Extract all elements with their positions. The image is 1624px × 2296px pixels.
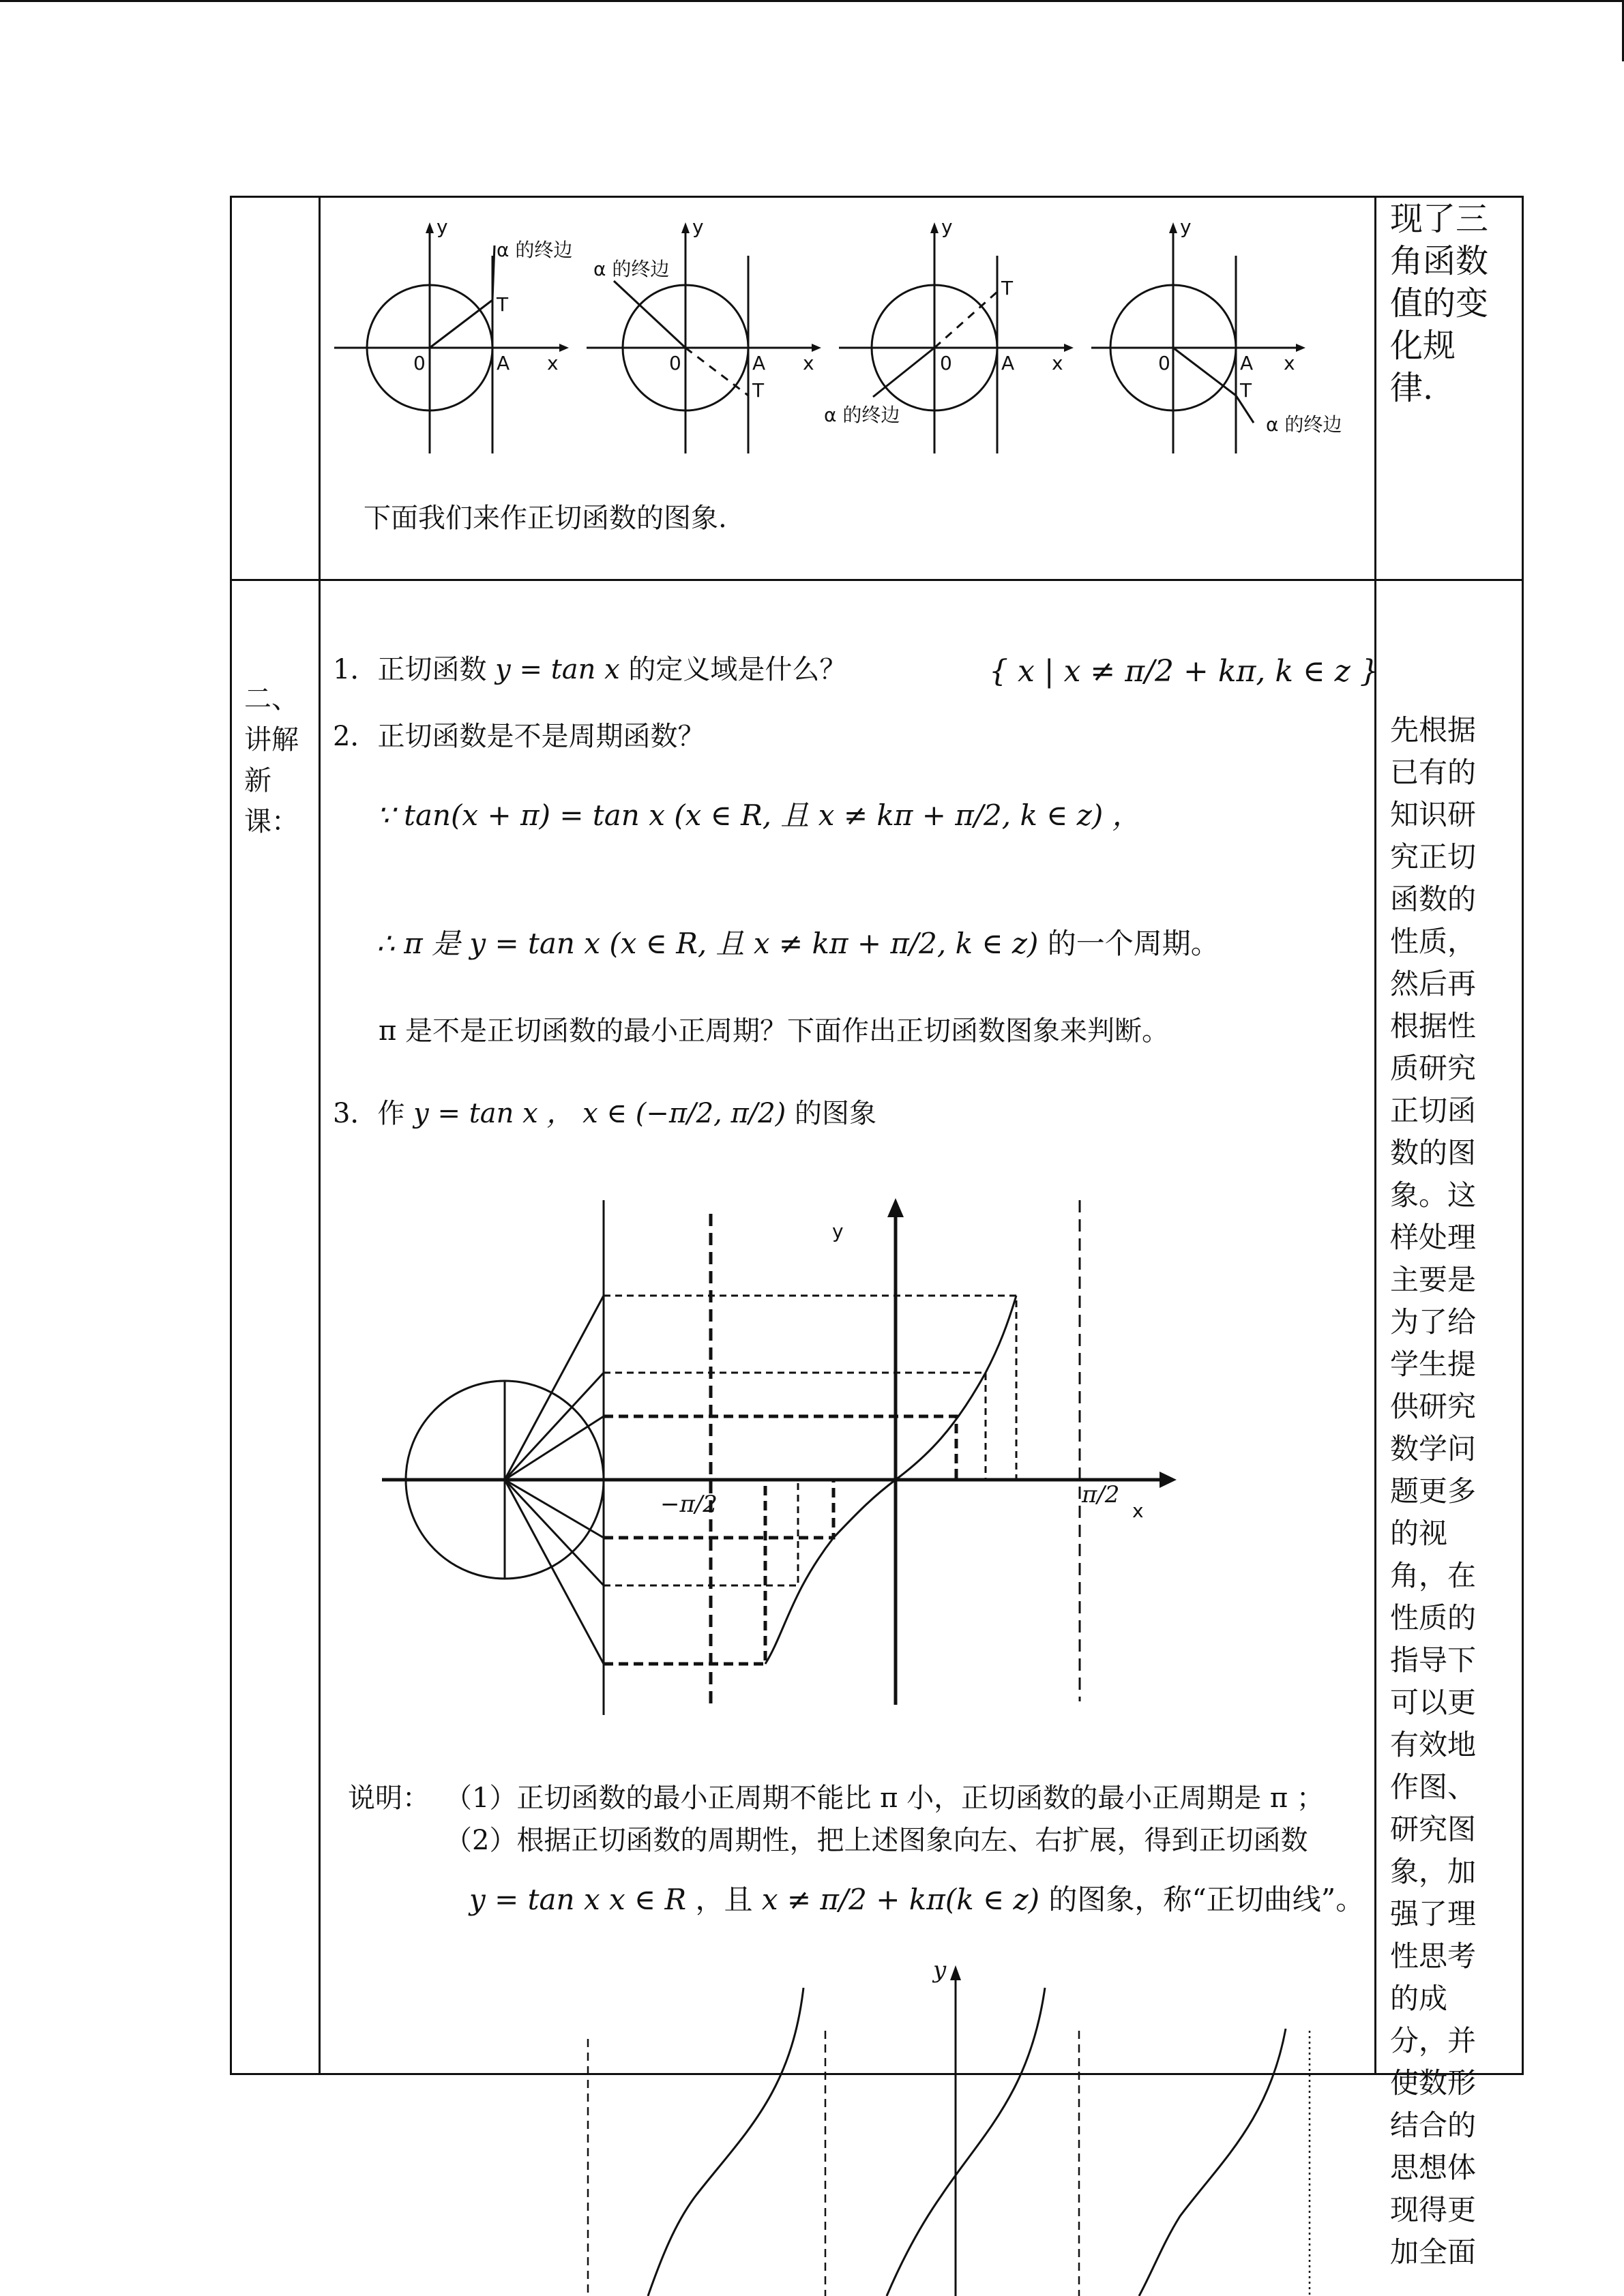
circle4-y-label: y <box>1180 215 1192 238</box>
circle1-x-label: x <box>547 352 559 374</box>
question-2: 2．正切函数是不是周期函数？ <box>333 721 705 752</box>
circle2-t-label: T <box>752 379 765 402</box>
unit-circle-diagrams <box>334 215 1371 477</box>
table-top-border <box>230 196 1524 198</box>
unit-circle-2 <box>587 215 821 453</box>
table-left-border <box>230 196 232 2075</box>
circle3-origin-label: 0 <box>940 352 952 374</box>
circle2-x-label: x <box>803 352 814 374</box>
circle1-y-label: y <box>437 215 448 238</box>
circle1-terminal-label: α 的终边 <box>497 239 573 261</box>
section2-side-note: 先根据已有的知识研究正切函数的性质，然后再根据性质研究正切函数的图象。这样处理主要是为了给学生提供研究数学问题更多的视角，在性质的指导下可以更有效地作图、研究图象，加强了理性思考的成分，并使数形结合的思想体现得更加全面 <box>1390 713 1477 2269</box>
question-2-followup: π 是不是正切函数的最小正周期？下面作出正切函数图象来判断。 <box>379 1015 1170 1047</box>
note-2: （2）根据正切函数的周期性，把上述图象向左、右扩展，得到正切函数 <box>445 1825 1308 1856</box>
curves-y-label: y <box>933 1956 947 1984</box>
curves-y-arrow <box>950 1965 961 1980</box>
question-3-prefix: 3．作 <box>333 1098 405 1129</box>
circle2-terminal-label: α 的终边 <box>593 258 670 280</box>
note-3-cond: x ≠ π/2 + kπ(k ∈ z) <box>761 1883 1039 1916</box>
circle4-x-label: x <box>1284 352 1295 374</box>
periodicity-proof-2-expr: ∴ π 是 y = tan x (x ∈ R, 且 x ≠ kπ + π/2, k ∈ z) <box>377 927 1039 960</box>
tangent-branch-3 <box>1139 2029 1286 2296</box>
section1-side-note: 现了三角函数值的变化规律. <box>1390 200 1489 407</box>
tangent-branch-2 <box>887 1988 1045 2296</box>
intro-line: 下面我们来作正切函数的图象. <box>364 503 727 534</box>
circle3-a-label: A <box>1001 352 1015 374</box>
circle2-a-label: A <box>752 352 766 374</box>
page-top-border <box>0 0 1624 2</box>
graph-y-label: y <box>832 1220 844 1242</box>
circle4-a-label: A <box>1240 352 1254 374</box>
circle3-t-label: T <box>1001 277 1014 299</box>
question-3-expr: y = tan x ， x ∈ (−π/2, π/2) <box>413 1098 786 1129</box>
question-1-expr: y = tan x <box>495 654 620 685</box>
note-1: （1）正切函数的最小正周期不能比 π 小，正切函数的最小正周期是 π ； <box>445 1783 1324 1814</box>
note-3-tail: 的图象，称“正切曲线”。 <box>1048 1883 1365 1916</box>
note-3 <box>469 1882 1364 1918</box>
half-pi-label: π/2 <box>1082 1481 1120 1508</box>
unit-circle-1 <box>334 215 572 453</box>
circle2-origin-label: 0 <box>669 352 681 374</box>
circle1-origin-label: 0 <box>413 352 426 374</box>
tangent-branch-1 <box>648 1988 803 2296</box>
note-3-mid: ，且 <box>695 1883 753 1916</box>
circle3-x-label: x <box>1052 352 1063 374</box>
question-3-tail: 的图象 <box>795 1098 877 1129</box>
table-right-border <box>1522 196 1524 2075</box>
circle4-origin-label: 0 <box>1158 352 1170 374</box>
unit-circle-4 <box>1091 215 1342 453</box>
section2-label: 二、讲解新课： <box>244 683 299 837</box>
question-1-tail: 的定义域是什么？ <box>628 654 847 685</box>
circle4-terminal-label: α 的终边 <box>1266 413 1342 436</box>
circle2-y-label: y <box>692 215 704 238</box>
graph-x-label: x <box>1132 1500 1144 1522</box>
periodicity-proof-2 <box>377 926 1220 962</box>
circle1-t-label: T <box>497 293 509 316</box>
unit-circle-3 <box>824 215 1074 453</box>
domain-answer: { x | x ≠ π/2 + kπ, k ∈ z } <box>989 654 1379 689</box>
neg-half-pi-label: −π/2 <box>660 1491 718 1518</box>
note-3-expr: y = tan x x ∈ R <box>469 1883 687 1916</box>
circle4-t-label: T <box>1240 379 1252 402</box>
tangent-curves-graph <box>573 1957 1337 2296</box>
circle3-y-label: y <box>941 215 953 238</box>
note-label: 说明： <box>348 1783 430 1814</box>
periodicity-proof-1: ∵ tan(x + π) = tan x (x ∈ R, 且 x ≠ kπ + π/2, k ∈ z) ， <box>377 799 1141 832</box>
table-col-divider-1 <box>319 196 321 2075</box>
periodicity-proof-2-tail: 的一个周期。 <box>1047 927 1220 960</box>
table-row-divider <box>230 579 1524 581</box>
question-1 <box>333 653 846 687</box>
unit-circle <box>406 1200 604 1715</box>
table-col-divider-2 <box>1374 196 1376 2075</box>
question-1-prefix: 1．正切函数 <box>333 654 487 685</box>
graph-axes <box>382 1198 1177 1705</box>
question-3 <box>333 1097 876 1131</box>
circle1-a-label: A <box>497 352 510 374</box>
circle3-terminal-label: α 的终边 <box>824 404 900 426</box>
tangent-construction-graph <box>382 1197 1180 1715</box>
